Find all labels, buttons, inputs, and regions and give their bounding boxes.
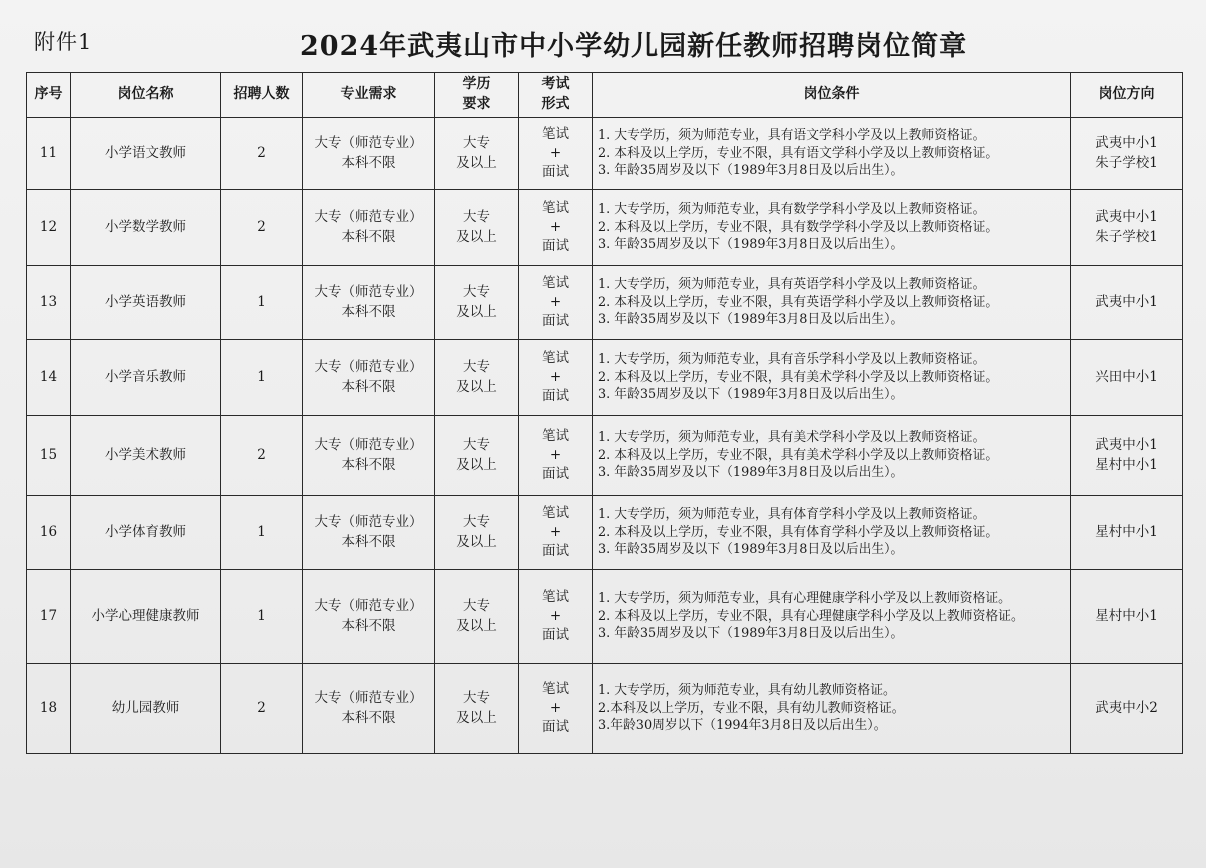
post-direction xyxy=(1071,496,1183,570)
direction-line: 武夷中小1 xyxy=(1095,135,1158,152)
header-no: 序号 xyxy=(27,73,71,118)
post-conditions xyxy=(593,416,1071,496)
exam-line3: 面试 xyxy=(542,719,569,736)
row-number-value: 15 xyxy=(39,446,58,463)
recruit-count xyxy=(221,570,303,664)
header-count: 招聘人数 xyxy=(221,73,303,118)
education-line2: 及以上 xyxy=(456,617,497,634)
major-requirement xyxy=(303,496,435,570)
post-name xyxy=(71,570,221,664)
education-requirement xyxy=(435,190,519,266)
condition-line: 2. 本科及以上学历，专业不限，具有数学学科小学及以上教师资格证。 xyxy=(598,219,999,235)
post-conditions xyxy=(593,664,1071,754)
direction-line: 兴田中小1 xyxy=(1095,368,1158,385)
table-header-row xyxy=(27,73,1183,118)
table-row xyxy=(27,416,1183,496)
education-requirement xyxy=(435,664,519,754)
recruit-count xyxy=(221,416,303,496)
post-name-value: 幼儿园教师 xyxy=(111,699,180,716)
major-requirement xyxy=(303,416,435,496)
direction-line: 武夷中小2 xyxy=(1095,699,1158,716)
recruit-count-value: 1 xyxy=(257,368,266,385)
major-line2: 本科不限 xyxy=(341,303,396,320)
post-name xyxy=(71,266,221,340)
major-line2: 本科不限 xyxy=(341,456,396,473)
direction-line: 朱子学校1 xyxy=(1095,228,1158,245)
table-row xyxy=(27,496,1183,570)
condition-line: 1. 大专学历，须为师范专业，具有美术学科小学及以上教师资格证。 xyxy=(598,430,986,446)
table-row xyxy=(27,266,1183,340)
education-line2: 及以上 xyxy=(456,303,497,320)
exam-line1: 笔试 xyxy=(542,349,569,366)
exam-line1: 笔试 xyxy=(542,504,569,521)
exam-line1: 笔试 xyxy=(542,274,569,291)
education-line1: 大专 xyxy=(463,437,490,454)
education-line2: 及以上 xyxy=(456,154,497,171)
education-line2: 及以上 xyxy=(456,533,497,550)
post-name xyxy=(71,664,221,754)
education-line1: 大专 xyxy=(463,514,490,531)
major-line1: 大专（师范专业） xyxy=(314,359,423,376)
post-name xyxy=(71,496,221,570)
major-requirement xyxy=(303,118,435,190)
table-row xyxy=(27,190,1183,266)
header-exam-line2: 形式 xyxy=(541,96,570,112)
exam-line3: 面试 xyxy=(542,543,569,560)
post-name-value: 小学语文教师 xyxy=(105,144,186,161)
exam-format xyxy=(519,118,593,190)
post-name-value: 小学心理健康教师 xyxy=(91,607,200,624)
condition-line: 2. 本科及以上学历，专业不限，具有体育学科小学及以上教师资格证。 xyxy=(598,524,999,540)
post-name-value: 小学美术教师 xyxy=(105,446,186,463)
education-line1: 大专 xyxy=(463,359,490,376)
recruit-count-value: 2 xyxy=(257,446,266,463)
major-line2: 本科不限 xyxy=(341,154,396,171)
condition-line: 3. 年龄35周岁及以下（1989年3月8日及以后出生）。 xyxy=(598,312,904,328)
post-name-value: 小学体育教师 xyxy=(105,523,186,540)
education-line1: 大专 xyxy=(463,135,490,152)
page-title: 2024年武夷山市中小学幼儿园新任教师招聘岗位简章 xyxy=(300,31,968,62)
post-direction xyxy=(1071,118,1183,190)
row-number-value: 16 xyxy=(39,523,58,540)
post-name-value: 小学英语教师 xyxy=(105,293,186,310)
condition-line: 1. 大专学历，须为师范专业，具有数学学科小学及以上教师资格证。 xyxy=(598,202,986,218)
direction-line: 星村中小1 xyxy=(1095,607,1158,624)
condition-line: 3. 年龄35周岁及以下（1989年3月8日及以后出生）。 xyxy=(598,465,904,481)
condition-line: 2. 本科及以上学历，专业不限，具有美术学科小学及以上教师资格证。 xyxy=(598,447,999,463)
exam-line3: 面试 xyxy=(542,466,569,483)
major-line2: 本科不限 xyxy=(341,533,396,550)
recruit-count xyxy=(221,190,303,266)
post-name xyxy=(71,416,221,496)
row-number xyxy=(27,570,71,664)
exam-line1: 笔试 xyxy=(542,680,569,697)
post-direction xyxy=(1071,570,1183,664)
header-exam-line1: 考试 xyxy=(541,76,570,93)
exam-line2: + xyxy=(549,144,562,161)
exam-format xyxy=(519,416,593,496)
recruit-count-value: 1 xyxy=(257,523,266,540)
exam-line2: + xyxy=(549,523,562,540)
exam-line2: + xyxy=(549,699,562,716)
condition-line: 3. 年龄35周岁及以下（1989年3月8日及以后出生）。 xyxy=(598,387,904,403)
table-row xyxy=(27,664,1183,754)
recruit-count-value: 2 xyxy=(257,218,266,235)
condition-line: 1. 大专学历，须为师范专业，具有心理健康学科小学及以上教师资格证。 xyxy=(598,591,1011,607)
post-conditions xyxy=(593,340,1071,416)
exam-line2: + xyxy=(549,218,562,235)
post-conditions xyxy=(593,496,1071,570)
recruit-count-value: 2 xyxy=(257,144,266,161)
exam-format xyxy=(519,664,593,754)
condition-line: 2. 本科及以上学历，专业不限，具有美术学科小学及以上教师资格证。 xyxy=(598,369,999,385)
table-row xyxy=(27,570,1183,664)
exam-line2: + xyxy=(549,293,562,310)
major-line2: 本科不限 xyxy=(341,617,396,634)
condition-line: 1. 大专学历，须为师范专业，具有体育学科小学及以上教师资格证。 xyxy=(598,507,986,523)
recruit-count-value: 1 xyxy=(257,293,266,310)
exam-line3: 面试 xyxy=(542,627,569,644)
exam-line2: + xyxy=(549,368,562,385)
major-line1: 大专（师范专业） xyxy=(314,690,423,707)
major-line1: 大专（师范专业） xyxy=(314,598,423,615)
exam-line1: 笔试 xyxy=(542,588,569,605)
row-number xyxy=(27,190,71,266)
major-line1: 大专（师范专业） xyxy=(314,284,423,301)
education-line2: 及以上 xyxy=(456,456,497,473)
exam-line3: 面试 xyxy=(542,313,569,330)
condition-line: 2. 本科及以上学历，专业不限，具有英语学科小学及以上教师资格证。 xyxy=(598,294,999,310)
recruit-count xyxy=(221,496,303,570)
exam-format xyxy=(519,496,593,570)
exam-format xyxy=(519,570,593,664)
condition-line: 3. 年龄35周岁及以下（1989年3月8日及以后出生）。 xyxy=(598,237,904,253)
attachment-label: 附件1 xyxy=(34,30,93,54)
exam-line1: 笔试 xyxy=(542,125,569,142)
education-requirement xyxy=(435,266,519,340)
row-number-value: 17 xyxy=(39,607,58,624)
row-number xyxy=(27,496,71,570)
post-conditions xyxy=(593,118,1071,190)
condition-line: 3.年龄30周岁以下（1994年3月8日及以后出生）。 xyxy=(598,718,887,734)
recruit-count-value: 2 xyxy=(257,699,266,716)
education-requirement xyxy=(435,340,519,416)
header-education xyxy=(435,73,519,118)
recruit-count xyxy=(221,266,303,340)
major-line2: 本科不限 xyxy=(341,378,396,395)
education-line1: 大专 xyxy=(463,209,490,226)
post-direction xyxy=(1071,190,1183,266)
header-conditions: 岗位条件 xyxy=(593,73,1071,118)
post-name-value: 小学数学教师 xyxy=(105,218,186,235)
major-requirement xyxy=(303,340,435,416)
major-requirement xyxy=(303,266,435,340)
major-requirement xyxy=(303,570,435,664)
education-line2: 及以上 xyxy=(456,228,497,245)
exam-line3: 面试 xyxy=(542,164,569,181)
major-line2: 本科不限 xyxy=(341,709,396,726)
education-requirement xyxy=(435,496,519,570)
exam-line1: 笔试 xyxy=(542,427,569,444)
exam-format xyxy=(519,266,593,340)
post-name xyxy=(71,190,221,266)
header-major: 专业需求 xyxy=(303,73,435,118)
condition-line: 2. 本科及以上学历，专业不限，具有语文学科小学及以上教师资格证。 xyxy=(598,145,999,161)
recruit-count xyxy=(221,340,303,416)
condition-line: 1. 大专学历，须为师范专业，具有幼儿教师资格证。 xyxy=(598,683,896,699)
education-requirement xyxy=(435,416,519,496)
condition-line: 1. 大专学历，须为师范专业，具有音乐学科小学及以上教师资格证。 xyxy=(598,352,986,368)
post-conditions xyxy=(593,266,1071,340)
education-line2: 及以上 xyxy=(456,378,497,395)
row-number-value: 14 xyxy=(39,368,58,385)
condition-line: 2. 本科及以上学历，专业不限，具有心理健康学科小学及以上教师资格证。 xyxy=(598,608,1024,624)
condition-line: 3. 年龄35周岁及以下（1989年3月8日及以后出生）。 xyxy=(598,626,904,642)
direction-line: 武夷中小1 xyxy=(1095,437,1158,454)
direction-line: 武夷中小1 xyxy=(1095,293,1158,310)
post-name xyxy=(71,340,221,416)
major-requirement xyxy=(303,664,435,754)
post-direction xyxy=(1071,340,1183,416)
exam-line2: + xyxy=(549,607,562,624)
post-conditions xyxy=(593,570,1071,664)
major-line1: 大专（师范专业） xyxy=(314,135,423,152)
major-requirement xyxy=(303,190,435,266)
header-exam xyxy=(519,73,593,118)
direction-line: 武夷中小1 xyxy=(1095,209,1158,226)
row-number-value: 11 xyxy=(39,144,58,161)
header-education-line1: 学历 xyxy=(462,76,491,93)
row-number xyxy=(27,340,71,416)
education-requirement xyxy=(435,570,519,664)
major-line2: 本科不限 xyxy=(341,228,396,245)
direction-line: 星村中小1 xyxy=(1095,523,1158,540)
row-number-value: 12 xyxy=(39,218,58,235)
education-line1: 大专 xyxy=(463,598,490,615)
row-number xyxy=(27,118,71,190)
major-line1: 大专（师范专业） xyxy=(314,437,423,454)
post-direction xyxy=(1071,266,1183,340)
table-row xyxy=(27,340,1183,416)
row-number xyxy=(27,664,71,754)
major-line1: 大专（师范专业） xyxy=(314,209,423,226)
condition-line: 1. 大专学历，须为师范专业，具有英语学科小学及以上教师资格证。 xyxy=(598,277,986,293)
post-direction xyxy=(1071,664,1183,754)
exam-line3: 面试 xyxy=(542,238,569,255)
direction-line: 朱子学校1 xyxy=(1095,154,1158,171)
condition-line: 3. 年龄35周岁及以下（1989年3月8日及以后出生）。 xyxy=(598,542,904,558)
direction-line: 星村中小1 xyxy=(1095,456,1158,473)
recruit-count xyxy=(221,664,303,754)
education-line1: 大专 xyxy=(463,690,490,707)
recruitment-table xyxy=(26,72,1183,754)
exam-format xyxy=(519,340,593,416)
exam-line2: + xyxy=(549,446,562,463)
education-line2: 及以上 xyxy=(456,709,497,726)
major-line1: 大专（师范专业） xyxy=(314,514,423,531)
post-conditions xyxy=(593,190,1071,266)
row-number xyxy=(27,416,71,496)
header-post: 岗位名称 xyxy=(71,73,221,118)
post-name xyxy=(71,118,221,190)
row-number-value: 13 xyxy=(39,293,58,310)
exam-line1: 笔试 xyxy=(542,199,569,216)
recruit-count-value: 1 xyxy=(257,607,266,624)
row-number xyxy=(27,266,71,340)
education-line1: 大专 xyxy=(463,284,490,301)
exam-format xyxy=(519,190,593,266)
condition-line: 1. 大专学历，须为师范专业，具有语文学科小学及以上教师资格证。 xyxy=(598,128,986,144)
row-number-value: 18 xyxy=(39,699,58,716)
post-name-value: 小学音乐教师 xyxy=(105,368,186,385)
condition-line: 3. 年龄35周岁及以下（1989年3月8日及以后出生）。 xyxy=(598,163,904,179)
exam-line3: 面试 xyxy=(542,388,569,405)
recruit-count xyxy=(221,118,303,190)
table-row xyxy=(27,118,1183,190)
header-direction: 岗位方向 xyxy=(1071,73,1183,118)
condition-line: 2.本科及以上学历，专业不限，具有幼儿教师资格证。 xyxy=(598,700,905,716)
post-direction xyxy=(1071,416,1183,496)
education-requirement xyxy=(435,118,519,190)
header-education-line2: 要求 xyxy=(462,96,491,112)
